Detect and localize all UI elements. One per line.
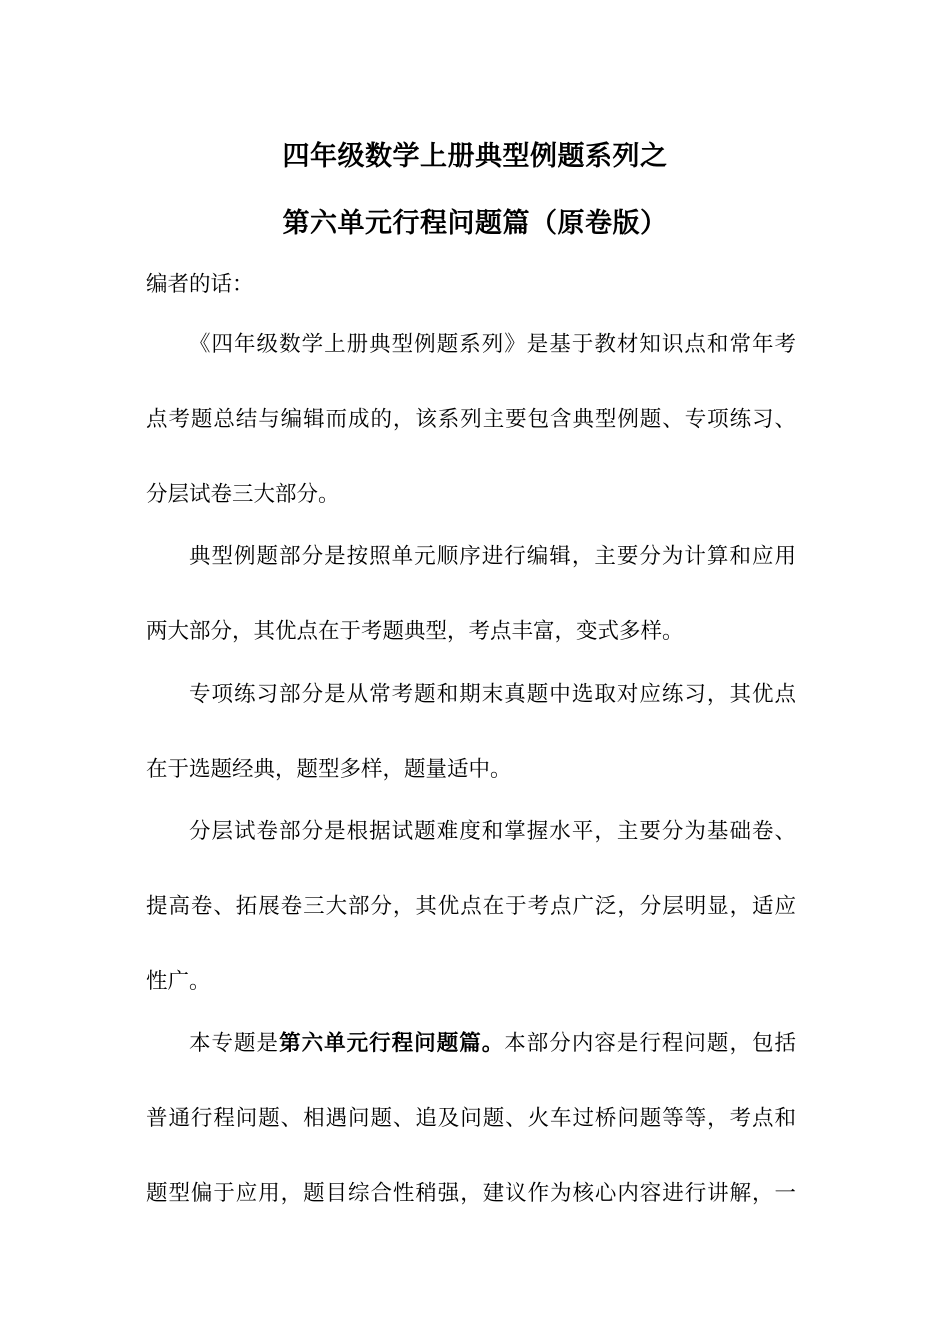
paragraph-3-line-2: 在于选题经典，题型多样，题量适中。 (146, 757, 512, 782)
paragraph-4-line-3: 性广。 (146, 969, 211, 994)
paragraph-5-topic-bold: 第六单元行程问题篇。 (279, 1031, 505, 1056)
document-title-line-1: 四年级数学上册典型例题系列之 (282, 141, 668, 172)
paragraph-3-line-1: 专项练习部分是从常考题和期末真题中选取对应练习，其优点 (189, 682, 796, 707)
paragraph-5-prefix: 本专题是 (189, 1031, 280, 1056)
document-title-line-2: 第六单元行程问题篇（原卷版） (282, 208, 668, 239)
paragraph-1-line-1: 《四年级数学上册典型例题系列》是基于教材知识点和常年考 (189, 332, 796, 357)
paragraph-1-line-3: 分层试卷三大部分。 (146, 482, 340, 507)
paragraph-1-line-2: 点考题总结与编辑而成的，该系列主要包含典型例题、专项练习、 (146, 407, 796, 432)
paragraph-5-line-3: 题型偏于应用，题目综合性稍强，建议作为核心内容进行讲解，一 (146, 1181, 796, 1206)
paragraph-4-line-1: 分层试卷部分是根据试题难度和掌握水平，主要分为基础卷、 (189, 819, 796, 844)
paragraph-2-line-1: 典型例题部分是按照单元顺序进行编辑，主要分为计算和应用 (189, 544, 796, 569)
paragraph-4-line-2: 提高卷、拓展卷三大部分，其优点在于考点广泛，分层明显，适应 (146, 894, 796, 919)
paragraph-5-line-1 (189, 1029, 796, 1059)
paragraph-5-suffix: 本部分内容是行程问题，包括 (504, 1031, 796, 1056)
paragraph-2-line-2: 两大部分，其优点在于考题典型，考点丰富，变式多样。 (146, 619, 684, 644)
preface-label: 编者的话： (146, 272, 254, 297)
paragraph-5-line-2: 普通行程问题、相遇问题、追及问题、火车过桥问题等等，考点和 (146, 1106, 796, 1131)
